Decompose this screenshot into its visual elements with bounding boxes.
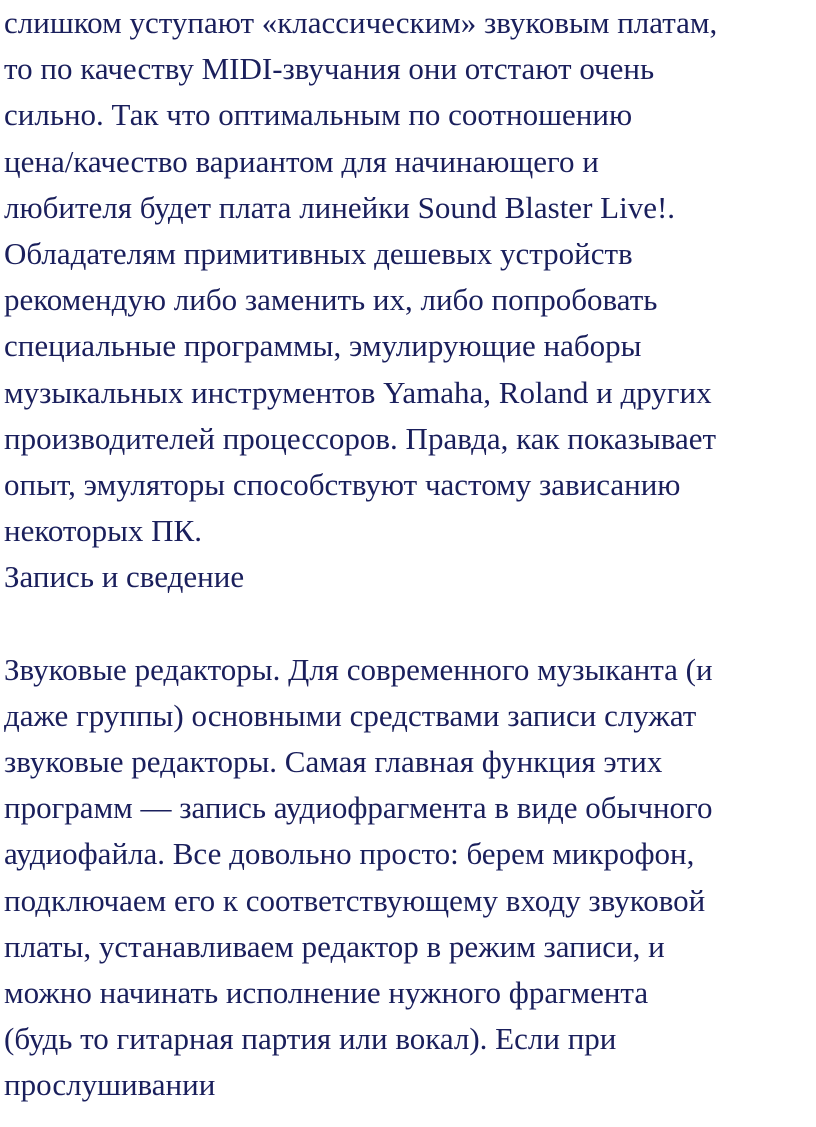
- text-line: рекомендую либо заменить их, либо попробовать: [4, 282, 658, 318]
- text-line: даже группы) основными средствами записи служат: [4, 697, 697, 733]
- text-line: Звуковые редакторы. Для современного музыканта (и: [4, 651, 713, 687]
- paragraph-sound-editors: [4, 647, 812, 1109]
- document-page: [4, 0, 812, 1109]
- text-line: программ — запись аудиофрагмента в виде обычного: [4, 790, 713, 826]
- text-line: специальные программы, эмулирующие наборы: [4, 328, 642, 364]
- text-line: производителей процессоров. Правда, как показывает: [4, 420, 717, 456]
- text-line: цена/качество вариантом для начинающего и: [4, 143, 599, 179]
- text-line: любителя будет плата линейки Sound Blaster Live!.: [4, 189, 676, 225]
- text-line: опыт, эмуляторы способствуют частому зависанию: [4, 466, 681, 502]
- text-line: музыкальных инструментов Yamaha, Roland и других: [4, 374, 712, 410]
- paragraph-intro: [4, 0, 812, 554]
- text-line: слишком уступают «классическим» звуковым платам,: [4, 5, 718, 40]
- text-line: платы, устанавливаем редактор в режим записи, и: [4, 928, 665, 964]
- section-heading: Запись и сведение: [4, 559, 245, 595]
- text-line: звуковые редакторы. Самая главная функция этих: [4, 744, 663, 779]
- text-line: аудиофайла. Все довольно просто: берем микрофон,: [4, 836, 695, 872]
- text-line: можно начинать исполнение нужного фрагмента: [4, 974, 649, 1010]
- text-line: Обладателям примитивных дешевых устройств: [4, 235, 633, 271]
- blank-line: [4, 600, 812, 646]
- text-line: прослушивании: [4, 1067, 216, 1103]
- text-line: сильно. Так что оптимальным по соотношению: [4, 97, 633, 133]
- text-line: подключаем его к соответствующему входу звуковой: [4, 882, 706, 918]
- text-line: некоторых ПК.: [4, 513, 202, 549]
- text-line: то по качеству MIDI-звучания они отстают очень: [4, 51, 655, 87]
- text-line: (будь то гитарная партия или вокал). Если при: [4, 1021, 617, 1057]
